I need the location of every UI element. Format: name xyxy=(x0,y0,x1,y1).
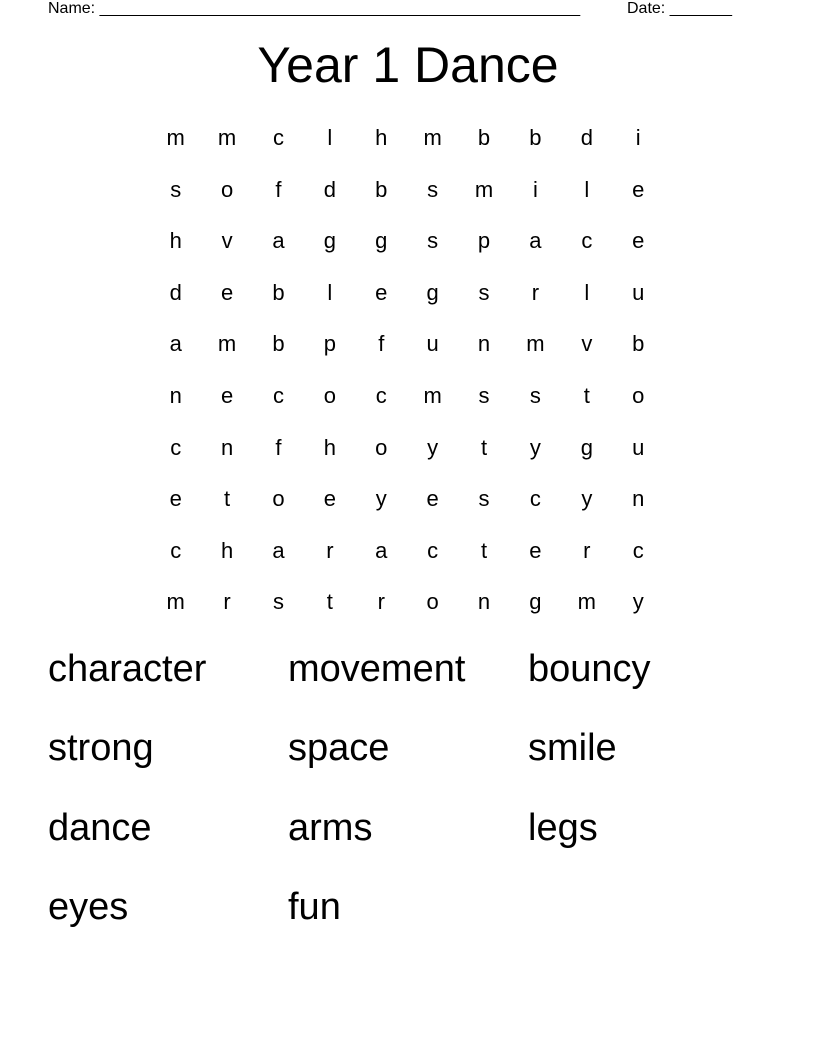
grid-letter: a xyxy=(169,331,182,357)
grid-letter: u xyxy=(426,331,439,357)
grid-letter: m xyxy=(166,589,185,615)
grid-letter: c xyxy=(170,537,182,563)
letter-grid xyxy=(150,112,666,628)
grid-letter: t xyxy=(480,434,488,460)
grid-letter: e xyxy=(169,486,182,512)
grid-letter: s xyxy=(529,382,541,408)
grid-letter: d xyxy=(169,279,182,305)
grid-letter: r xyxy=(583,537,591,563)
grid-letter: g xyxy=(580,434,593,460)
grid-letter: s xyxy=(272,589,284,615)
grid-letter: u xyxy=(632,279,645,305)
grid-letter: b xyxy=(272,279,285,305)
grid-letter: h xyxy=(323,434,336,460)
grid-letter: l xyxy=(327,125,333,150)
grid-letter: e xyxy=(220,279,234,305)
grid-letter: e xyxy=(529,537,542,563)
grid-letter: r xyxy=(223,589,231,615)
grid-letter: c xyxy=(272,125,284,150)
grid-letter: f xyxy=(275,434,282,460)
grid-letter: s xyxy=(478,382,490,408)
grid-letter: e xyxy=(220,382,234,408)
grid-letter: s xyxy=(427,176,439,202)
grid-letter: e xyxy=(632,176,645,202)
grid-letter: a xyxy=(529,228,542,254)
grid-letter: f xyxy=(378,331,385,357)
grid-letter: l xyxy=(327,279,333,305)
word-list xyxy=(48,640,768,957)
grid-letter: a xyxy=(272,537,285,563)
page-title: Year 1 Dance xyxy=(257,37,559,93)
grid-letter: n xyxy=(477,589,491,615)
grid-letter: b xyxy=(632,331,645,357)
grid-letter: f xyxy=(275,176,282,202)
grid-letter: e xyxy=(426,486,439,512)
grid-letter: p xyxy=(323,331,336,357)
grid-letter: v xyxy=(581,331,593,357)
grid-letter: n xyxy=(632,486,645,512)
word-list-item: smile xyxy=(528,727,617,770)
word-list-item: character xyxy=(48,648,207,690)
grid-letter: u xyxy=(632,434,645,460)
grid-letter: r xyxy=(377,589,385,615)
grid-letter: m xyxy=(423,125,442,150)
grid-letter: v xyxy=(221,228,233,254)
grid-letter: s xyxy=(170,176,182,202)
grid-letter: i xyxy=(532,176,538,202)
grid-letter: m xyxy=(526,331,545,357)
grid-letter: p xyxy=(477,228,491,254)
grid-letter: t xyxy=(326,589,333,615)
name-field-label: Name: ______________________________________________________ xyxy=(48,0,581,17)
grid-letter: r xyxy=(531,279,540,305)
grid-letter: o xyxy=(272,486,285,512)
grid-letter: a xyxy=(272,228,285,254)
grid-letter: t xyxy=(583,382,590,408)
grid-letter: m xyxy=(217,125,237,150)
word-list-item: legs xyxy=(528,806,598,849)
grid-letter: c xyxy=(581,228,593,254)
grid-letter: y xyxy=(529,434,541,460)
grid-letter: c xyxy=(170,434,182,460)
grid-letter: l xyxy=(584,279,590,305)
grid-letter: c xyxy=(529,486,541,512)
grid-letter: s xyxy=(478,486,490,512)
grid-letter: g xyxy=(529,589,542,615)
word-list-item: eyes xyxy=(48,885,129,928)
grid-letter: s xyxy=(427,228,439,254)
word-list-item: fun xyxy=(288,885,341,928)
grid-letter: h xyxy=(375,125,388,150)
word-list-item: movement xyxy=(288,648,466,690)
grid-letter: o xyxy=(220,176,234,202)
grid-letter: b xyxy=(375,176,388,202)
word-list-item: dance xyxy=(48,806,152,849)
grid-letter: y xyxy=(632,589,644,615)
grid-letter: n xyxy=(477,331,491,357)
grid-letter: c xyxy=(427,537,439,563)
grid-letter: c xyxy=(632,537,644,563)
grid-letter: n xyxy=(220,434,234,460)
word-list-item: space xyxy=(288,727,390,770)
grid-letter: g xyxy=(375,228,388,254)
grid-letter: s xyxy=(478,279,490,305)
grid-letter: g xyxy=(426,279,439,305)
grid-letter: d xyxy=(323,176,336,202)
grid-letter: m xyxy=(217,331,237,357)
grid-letter: a xyxy=(375,537,388,563)
grid-letter: n xyxy=(169,382,182,408)
grid-letter: y xyxy=(581,486,593,512)
grid-letter: t xyxy=(480,537,488,563)
grid-letter: o xyxy=(426,589,439,615)
grid-letter: c xyxy=(272,382,284,408)
grid-letter: r xyxy=(326,537,334,563)
grid-letter: m xyxy=(166,125,185,150)
grid-letter: o xyxy=(632,382,645,408)
grid-letter: b xyxy=(477,125,491,150)
grid-letter: g xyxy=(323,228,336,254)
date-field-label: Date: _______ xyxy=(627,0,732,17)
grid-letter: y xyxy=(375,486,387,512)
grid-letter: c xyxy=(375,382,387,408)
grid-letter: m xyxy=(474,176,494,202)
word-list-item: arms xyxy=(288,806,373,849)
grid-letter: h xyxy=(220,537,234,563)
grid-letter: t xyxy=(224,486,231,512)
grid-letter: l xyxy=(584,176,590,202)
grid-letter: o xyxy=(375,434,388,460)
grid-letter: b xyxy=(529,125,542,150)
grid-letter: b xyxy=(272,331,285,357)
grid-letter: o xyxy=(323,382,336,408)
grid-letter: e xyxy=(323,486,336,512)
grid-letter: e xyxy=(632,228,645,254)
grid-letter: d xyxy=(580,125,593,150)
grid-letter: m xyxy=(423,382,442,408)
grid-letter: h xyxy=(169,228,182,254)
grid-letter: i xyxy=(635,125,641,150)
grid-letter: y xyxy=(427,434,439,460)
grid-letter: m xyxy=(577,589,596,615)
word-list-item: strong xyxy=(48,727,154,770)
grid-letter: e xyxy=(375,279,388,305)
word-list-item: bouncy xyxy=(528,648,651,690)
